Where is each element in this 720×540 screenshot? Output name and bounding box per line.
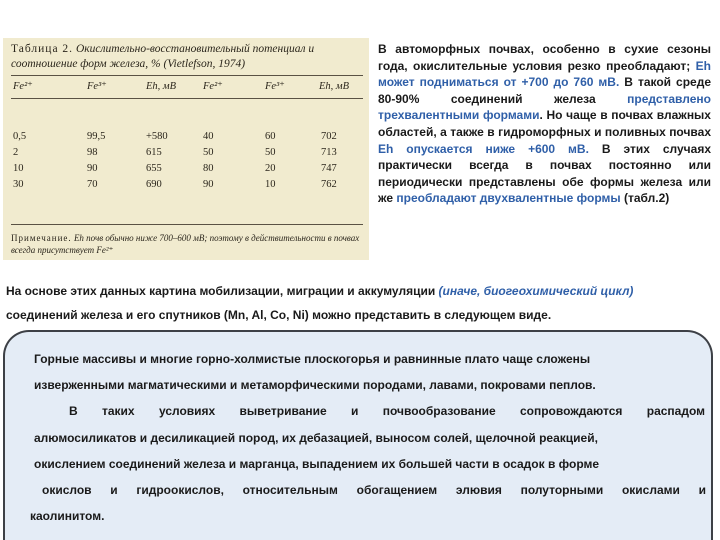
table-cell: 0,5 (13, 131, 27, 142)
table-cell: 615 (146, 147, 162, 158)
table-cell: +580 (146, 131, 168, 142)
table-cell: 762 (321, 179, 337, 190)
table-2-scan (3, 38, 369, 260)
table-cell: 60 (265, 131, 276, 142)
box-line: Горные массивы и многие горно-холмистые плоскогорья и равнинные плато чаще сложены (34, 352, 591, 366)
box-line: изверженными магматическими и метаморфическими породами, лавами, покровами пеплов. (34, 378, 596, 392)
eh-rise-text: Eh может подниматься от +700 до 760 мВ. (378, 58, 711, 90)
header-eh-right: Eh, мВ (319, 81, 350, 92)
box-line: алюмосиликатов и десиликацией пород, их дебазацией, выносом солей, щелочной реакцией, (34, 431, 598, 445)
table-cell: 10 (13, 163, 24, 174)
table-caption-text: Окислительно-восстановительный потенциал и соотношение форм железа, % (Vietlefson, 1974) (11, 43, 315, 70)
header-fe3-left: Fe³⁺ (87, 81, 107, 92)
summary-text-end: соединений железа и его спутников (Mn, Al, Co, Ni) можно представить в следующем виде. (6, 308, 552, 322)
table-cell: 70 (87, 179, 98, 190)
table-bottom-rule (11, 224, 363, 225)
right-text-column (378, 41, 711, 207)
automorphic-soils-text: В автоморфных почвах, особенно в сухие сезоны года, окислительные условия резко преобладают; (378, 42, 711, 73)
table-cell: 99,5 (87, 131, 106, 142)
table-cell: 702 (321, 131, 337, 142)
table-cell: 20 (265, 163, 276, 174)
summary-paragraph (6, 279, 706, 327)
table-header-rule (11, 98, 363, 99)
table-cell: 80 (203, 163, 214, 174)
table-cell: 10 (265, 179, 276, 190)
header-fe2-left: Fe²⁺ (13, 81, 33, 92)
table-cell: 2 (13, 147, 19, 158)
header-fe2-right: Fe²⁺ (203, 81, 223, 92)
eh-drop-text: Eh опускается ниже +600 мВ. (378, 141, 589, 156)
divalent-forms-text: преобладают двухвалентные формы (396, 191, 621, 206)
table-cell: 747 (321, 163, 337, 174)
table-cell: 690 (146, 179, 162, 190)
both-forms-text: В этих случаях практически всегда в почвах постоянно или периодически представлены обе формы железа или же (378, 141, 711, 206)
table-cell: 98 (87, 147, 98, 158)
box-line: В таких условиях выветривание и почвообразование сопровождаются распадом (69, 404, 705, 418)
table-cell: 30 (13, 179, 24, 190)
table-cell: 50 (203, 147, 214, 158)
table-cell: 90 (203, 179, 214, 190)
table-cell: 655 (146, 163, 162, 174)
header-fe3-right: Fe³⁺ (265, 81, 285, 92)
biogeochemical-cycle-text: (иначе, биогеохимический цикл) (438, 284, 634, 298)
table-note (11, 232, 367, 256)
trivalent-forms-text: представлено трехвалентными формами (378, 91, 711, 123)
table-note-text: Eh почв обычно ниже 700–600 мВ; поэтому в действительности в почвах всегда присутствует Fe²⁺ (11, 233, 360, 255)
box-line: окислением соединений железа и марганца, выпадением их большей части в осадок в форме (34, 457, 600, 471)
table-cell: 50 (265, 147, 276, 158)
header-eh-left: Eh, мВ (146, 81, 177, 92)
table-note-label: Примечание. (11, 233, 72, 243)
table-cell: 90 (87, 163, 98, 174)
box-line: каолинитом. (30, 509, 105, 523)
wet-regions-text: . Но чаще в почвах влажных областей, а также в гидроморфных и поливных почвах (378, 108, 711, 139)
table-top-rule (11, 75, 363, 76)
table-reference-text: (табл.2) (620, 191, 670, 206)
table-cell: 713 (321, 147, 337, 158)
box-line: окислов и гидроокислов, относительным обогащением элювия полуторными окислами и (42, 483, 706, 497)
table-caption (11, 42, 363, 72)
summary-text-start: На основе этих данных картина мобилизации, миграции и аккумуляции (6, 284, 439, 298)
table-caption-label: Таблица 2. (11, 43, 74, 55)
table-cell: 40 (203, 131, 214, 142)
weathering-info-box (3, 330, 713, 540)
iron-compounds-text: В такой среде 80-90% соединений железа (378, 75, 712, 106)
